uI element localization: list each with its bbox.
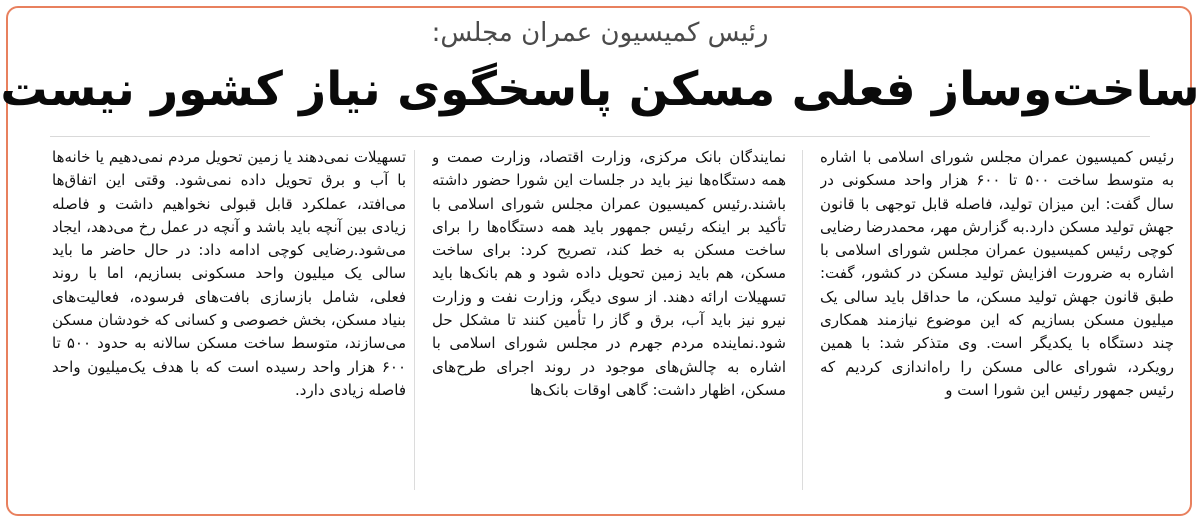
column-divider [414, 150, 415, 490]
article-column-2: نمایندگان بانک مرکزی، وزارت اقتصاد، وزارت صمت و همه دستگاه‌ها نیز باید در جلسات این شورا حضور داشته باشند.رئیس کمیسیون عمران مجلس شورای اسلامی با تأکید بر اینکه رئیس جمهور باید همه دستگاه‌ها را برای ساخت مسکن به خط کند، تصریح کرد: برای ساخت مسکن، هم باید زمین تحویل داده شود و هم بانک‌ها باید تسهیلات ارائه دهند. از سوی دیگر، وزارت نفت و وزارت نیرو نیز باید آب، برق و گاز را تأمین کنند تا مشکل حل شود.نماینده مردم جهرم در مجلس شورای اسلامی با اشاره به چالش‌های موجود در روند اجرای طرح‌های مسکن، اظهار داشت: گاهی اوقات بانک‌ها [432, 148, 786, 399]
article-kicker: رئیس کمیسیون عمران مجلس: [431, 18, 769, 48]
headline-divider [50, 136, 1150, 137]
article-column-1: رئیس کمیسیون عمران مجلس شورای اسلامی با اشاره به متوسط ساخت ۵۰۰ تا ۶۰۰ هزار واحد مسکونی در سال گفت: این میزان تولید، فاصله قابل توجهی با قانون جهش تولید مسکن دارد.به گزارش مهر، محمدرضا رضایی کوچی رئیس کمیسیون عمران مجلس شورای اسلامی با اشاره به ضرورت افزایش تولید مسکن در کشور، گفت: طبق قانون جهش تولید مسکن، ما حداقل باید سالی یک میلیون مسکن بسازیم که این موضوع نیازمند همکاری چند دستگاه با یکدیگر است. وی متذکر شد: با همین رویکرد، شورای عالی مسکن را راه‌اندازی کردیم که رئیس جمهور رئیس این شورا است و [820, 148, 1174, 399]
column-divider [802, 150, 803, 490]
article-headline: ساخت‌وساز فعلی مسکن پاسخگوی نیاز کشور نیست [0, 62, 1200, 117]
article-column-3: تسهیلات نمی‌دهند یا زمین تحویل مردم نمی‌دهیم یا خانه‌ها با آب و برق تحویل داده نمی‌شود. وقتی این اتفاق‌ها می‌افتد، عملکرد قابل قبولی نخواهیم داشت و فاصله زیادی بین آنچه باید باشد و آنچه در عمل رخ می‌دهد، ایجاد می‌شود.رضایی کوچی ادامه داد: در حال حاضر ما باید سالی یک میلیون واحد مسکونی بسازیم، اما با روند فعلی، شامل بازسازی بافت‌های فرسوده، فعالیت‌های بنیاد مسکن، بخش خصوصی و کسانی که خودشان مسکن می‌سازند، متوسط ساخت مسکن سالانه به حدود ۵۰۰ تا ۶۰۰ هزار واحد رسیده است که با هدف یک‌میلیون واحد فاصله زیادی دارد. [52, 148, 406, 399]
